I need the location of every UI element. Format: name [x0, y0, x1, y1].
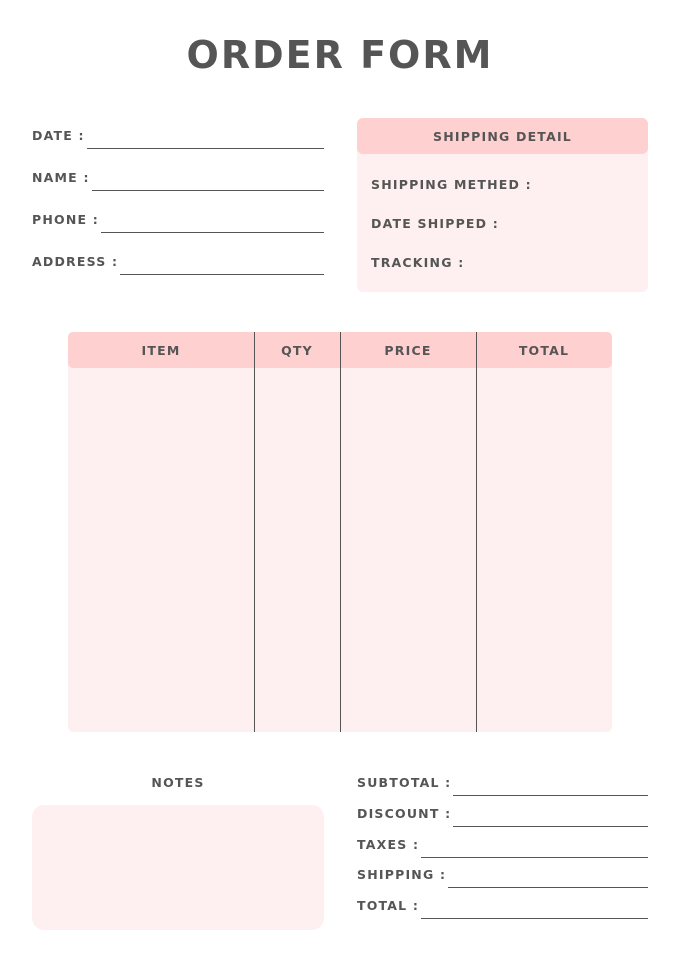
shipping-detail-header: SHIPPING DETAIL [357, 118, 648, 154]
name-label: NAME : [32, 170, 90, 185]
name-line[interactable] [92, 189, 324, 191]
page-title: ORDER FORM [186, 33, 494, 77]
total-label: TOTAL : [357, 898, 420, 913]
notes-label: NOTES [151, 775, 205, 790]
discount-line[interactable] [453, 825, 648, 827]
column-divider [340, 332, 341, 732]
total-line[interactable] [421, 917, 648, 919]
column-header-item: ITEM [141, 342, 181, 358]
shipping-detail-box [357, 118, 648, 292]
discount-label: DISCOUNT : [357, 806, 452, 821]
column-divider [476, 332, 477, 732]
address-label: ADDRESS : [32, 254, 119, 269]
subtotal-line[interactable] [453, 794, 648, 796]
subtotal-label: SUBTOTAL : [357, 775, 452, 790]
shipping-label: SHIPPING : [357, 867, 447, 882]
notes-box[interactable] [32, 805, 324, 930]
address-field[interactable] [32, 254, 324, 269]
column-header-total: TOTAL [518, 342, 570, 358]
date-line[interactable] [87, 147, 324, 149]
subtotal-field[interactable] [357, 775, 648, 790]
discount-field[interactable] [357, 806, 648, 821]
date-field[interactable] [32, 128, 324, 143]
taxes-line[interactable] [421, 856, 648, 858]
column-divider [254, 332, 255, 732]
shipping-field[interactable] [357, 867, 648, 882]
phone-line[interactable] [101, 231, 324, 233]
phone-field[interactable] [32, 212, 324, 227]
date-shipped-label[interactable]: DATE SHIPPED : [371, 216, 499, 231]
date-label: DATE : [32, 128, 85, 143]
shipping-line[interactable] [448, 886, 648, 888]
tracking-label[interactable]: TRACKING : [371, 255, 465, 270]
total-field[interactable] [357, 898, 648, 913]
column-header-price: PRICE [384, 342, 432, 358]
name-field[interactable] [32, 170, 324, 185]
address-line[interactable] [120, 273, 324, 275]
shipping-method-label[interactable]: SHIPPING METHED : [371, 177, 532, 192]
taxes-field[interactable] [357, 837, 648, 852]
taxes-label: TAXES : [357, 837, 420, 852]
items-table [68, 332, 612, 732]
column-header-qty: QTY [281, 342, 313, 358]
phone-label: PHONE : [32, 212, 99, 227]
